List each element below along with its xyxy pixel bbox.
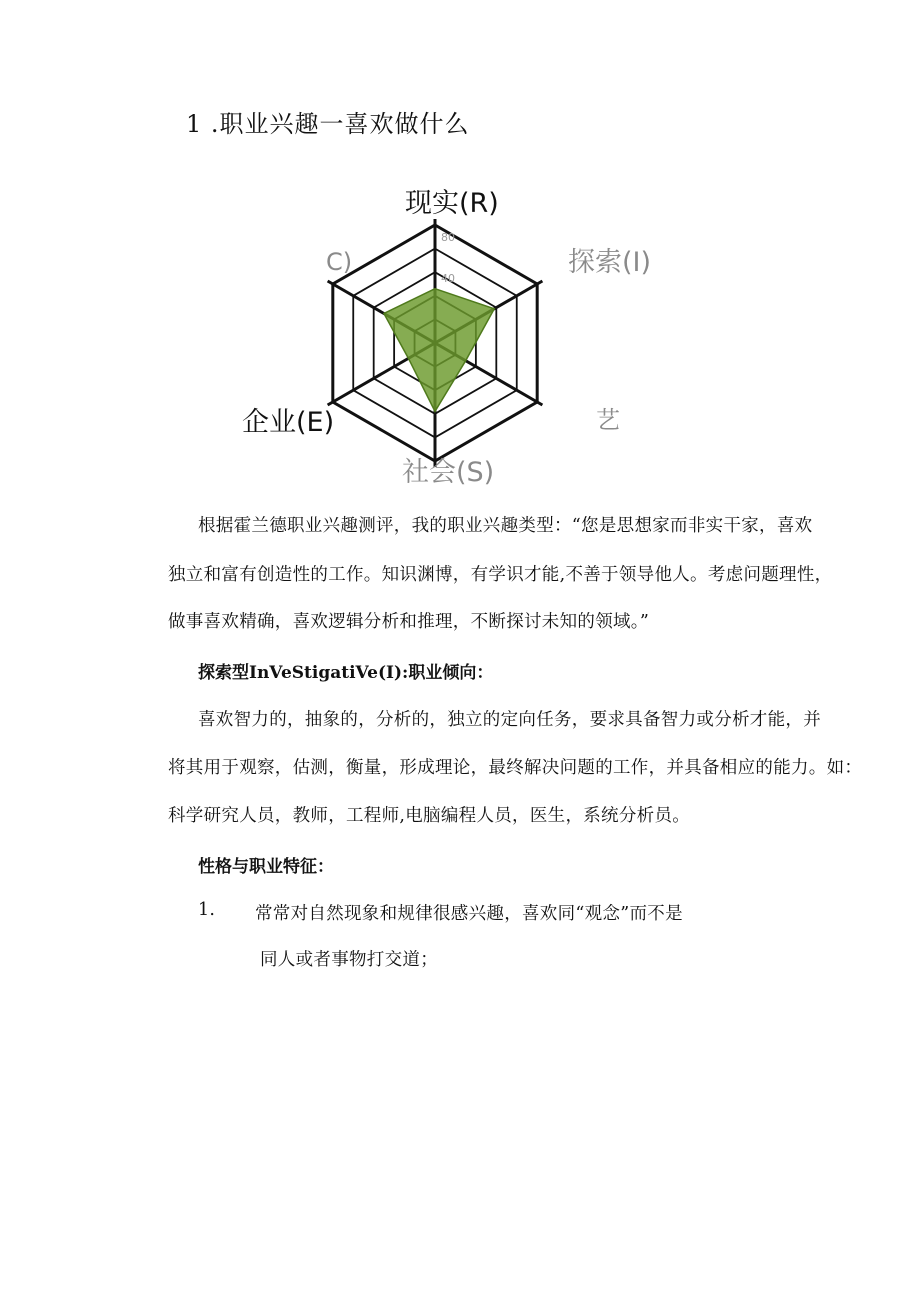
radar-axis-label-c: C) [326,248,353,276]
paragraph-2-line-3: 科学研究人员，教师，工程师,电脑编程人员，医生，系统分析员。 [168,806,691,826]
radar-axis-label-r: 现实(R) [405,188,499,219]
paragraph-1-line-3: 做事喜欢精确，喜欢逻辑分析和推理，不断探讨未知的领域。” [168,612,650,632]
section-heading: 1 .职业兴趣一喜欢做什么 [186,110,470,138]
radar-axis-label-i: 探索(I) [568,247,652,278]
radar-axis-label-a: 艺 [596,406,620,434]
subheading-personality: 性格与职业特征： [198,857,334,877]
radar-axis-label-e: 企业(E) [242,407,335,438]
radar-chart [230,178,670,498]
radar-tick-label: 40 [441,272,455,286]
list-item-1-line-1: 常常对自然现象和规律很感兴趣，喜欢同“观念”而不是 [255,904,683,924]
list-item-1-number: 1. [198,900,216,920]
radar-axis-label-s: 社会(S) [402,457,495,488]
paragraph-1-line-2: 独立和富有创造性的工作。知识渊博，有学识才能,不善于领导他人。考虑问题理性， [168,565,833,585]
paragraph-2-line-1: 喜欢智力的，抽象的，分析的，独立的定向任务，要求具备智力或分析才能，并 [198,710,821,730]
radar-chart-svg [230,178,670,498]
list-item-1-line-2: 同人或者事物打交道； [260,950,438,970]
paragraph-2-line-2: 将其用于观察，估测，衡量，形成理论，最终解决问题的工作，并具备相应的能力。如： [168,758,863,778]
paragraph-1-line-1: 根据霍兰德职业兴趣测评，我的职业兴趣类型：“您是思想家而非实干家，喜欢 [198,516,813,536]
radar-tick-label: 80 [441,230,455,244]
subheading-investigative: 探索型InVeStigatiVe(I):职业倾向： [198,663,494,683]
